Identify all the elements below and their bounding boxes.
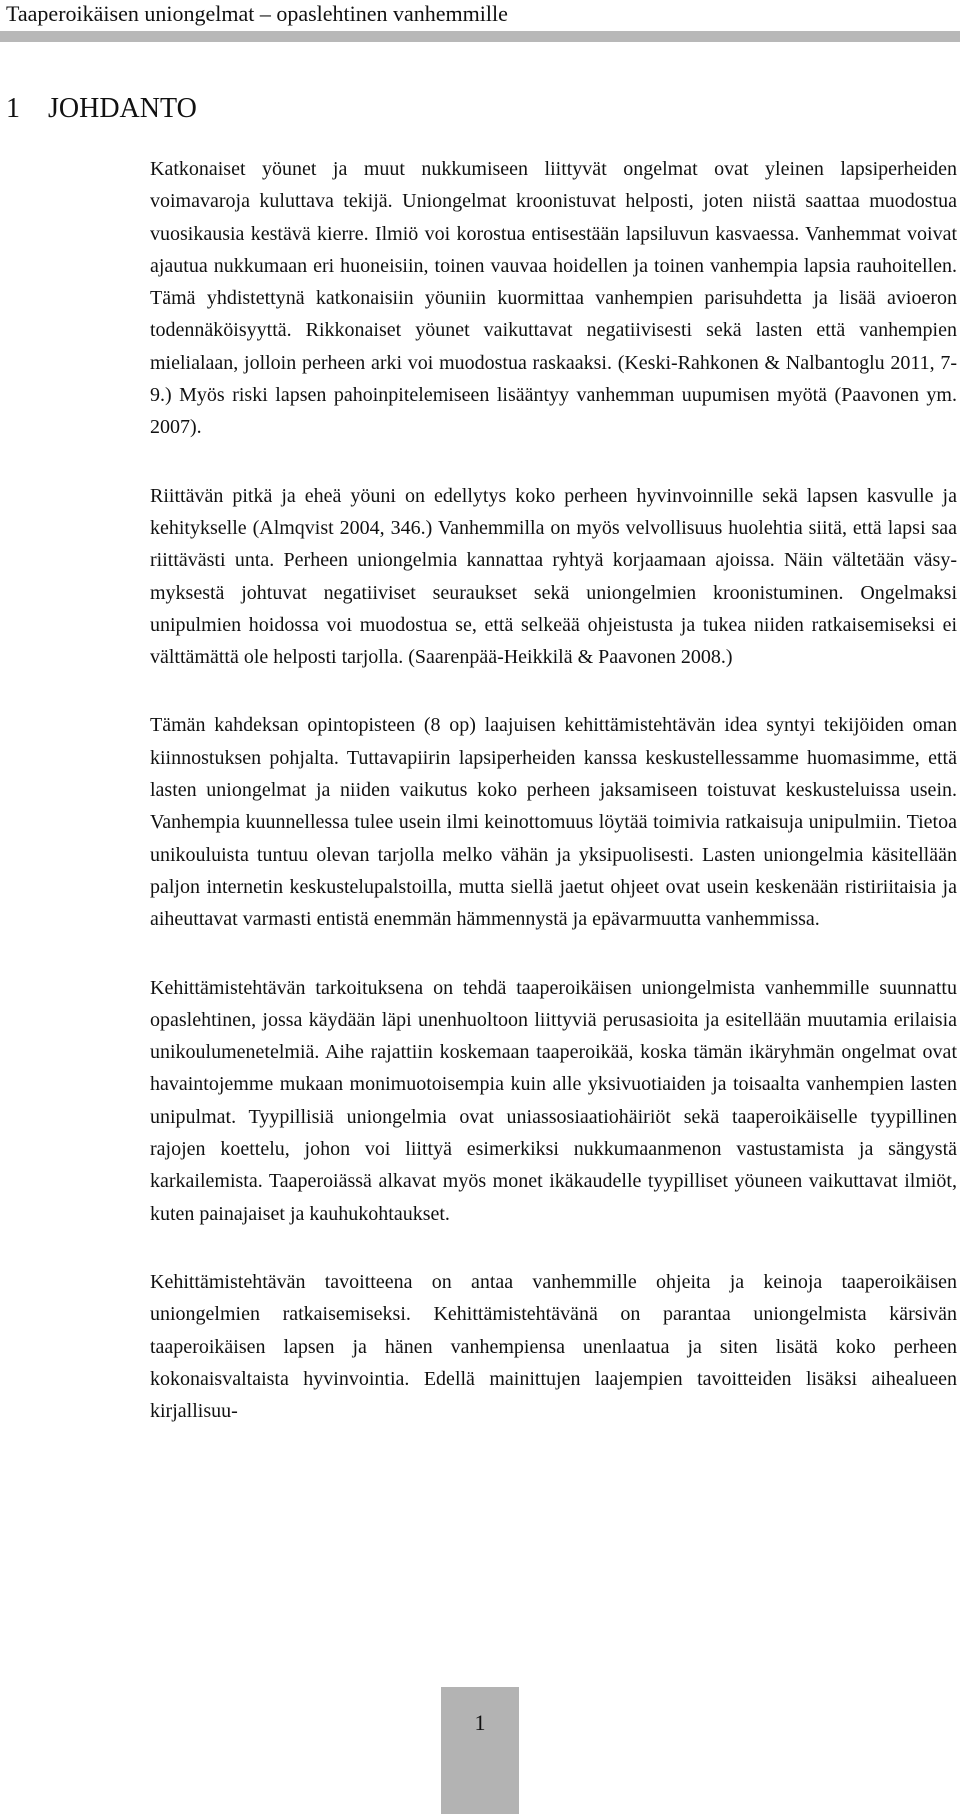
chapter-title: JOHDANTO — [48, 93, 197, 124]
paragraph: Tämän kahdeksan opintopisteen (8 op) laajuisen kehittämistehtävän idea syntyi tekijöiden oman kiinnostuksen pohjalta. Tuttavapiirin lapsiperheiden kanssa keskustellessamme huomasimme, että lasten uniongelmat ja niiden vaikutus koko perheen jaksamiseen toistuvat keskusteluissa usein. Vanhempia kuunnellessa tulee usein ilmi keinottomuus löytää toimivia ratkaisuja unipulmiin. Tietoa unikouluista tuntuu olevan tarjolla melko vähän ja yksipuolisesti. Lasten uniongelmia käsitellään paljon internetin keskustelupalstoilla, mutta siellä jaetut ohjeet ovat usein keskenään ristiriitaisia ja aiheuttavat varmasti entistä enemmän hämmennystä ja epävarmuutta vanhemmissa. — [150, 714, 957, 931]
chapter-heading — [6, 92, 197, 126]
paragraph: Riittävän pitkä ja eheä yöuni on edellytys koko perheen hyvinvoinnille sekä lapsen kasvulle ja kehitykselle (Almqvist 2004, 346.) Vanhemmilla on myös velvollisuus huolehtia siitä, että lapsi saa riittävästi unta. Perheen uniongelmia kannattaa ryhtyä korjaamaan ajoissa. Näin vältetään väsymyksestä johtuvat negatiiviset seuraukset sekä uniongelmien kroonistuminen. Ongelmaksi unipulmien hoidossa voi muodostua se, että selkeää ohjeistusta ja tukea niiden ratkaisemiseksi ei välttämättä ole helposti tarjolla. (Saarenpää-Heikkilä & Paavonen 2008.) — [150, 484, 957, 669]
paragraph: Kehittämistehtävän tarkoituksena on tehdä taaperoikäisen uniongelmista vanhemmille suunnattu opaslehtinen, jossa käydään läpi unenhuoltoon liittyviä perusasioita ja esitellään muutamia erilaisia unikoulumenetelmiä. Aihe rajattiin koskemaan taaperoikää, koska tämän ikäryhmän ongelmat ovat havaintojemme mukaan monimuotoisempia kuin alle yksivuotiaiden ja toisaalta vanhempien lasten unipulmat. Tyypillisiä uniongelmia ovat uniassosiaatiohäiriöt sekä taaperoikäiselle tyypillinen rajojen koettelu, johon voi liittyä esimerkiksi nukkumaanmenon vastustamista ja sängystä karkailemista. Taaperoiässä alkavat myös monet ikäkaudelle tyypilliset yöuneen vaikuttavat ilmiöt, kuten painajaiset ja kauhukohtaukset. — [150, 976, 957, 1225]
page-number-box — [441, 1687, 519, 1814]
paragraph: Katkonaiset yöunet ja muut nukkumiseen liittyvät ongelmat ovat yleinen lapsiperheiden voimavaroja kuluttava tekijä. Uniongelmat kroonistuvat helposti, joten niistä saattaa muodostua vuosikausia kestävä kierre. Ilmiö voi korostua entisestään lapsiluvun kasvaessa. Vanhemmat voivat ajautua nukkumaan eri huoneisiin, toinen vauvaa hoidellen ja toinen vanhempia lapsia rauhoitellen. Tämä yhdistettynä katkonaisiin yöuniin kuormittaa vanhempien parisuhdetta ja lisää avioeron todennäköisyyttä. Rikkonaiset yöunet vaikuttavat negatiivisesti sekä lasten että vanhempien mielialaan, jolloin perheen arki voi muodostua raskaaksi. (Keski-Rahkonen & Nalbantoglu 2011, 7-9.) Myös riski lapsen pahoinpitelemiseen lisääntyy vanhemman uupumisen myötä (Paavonen ym. 2007). — [150, 158, 957, 439]
running-header-title: Taaperoikäisen uniongelmat – opaslehtinen vanhemmille — [6, 1, 508, 26]
body-text — [150, 153, 957, 1463]
chapter-number: 1 — [6, 93, 20, 124]
paragraph: Kehittämistehtävän tavoitteena on antaa vanhemmille ohjeita ja keinoja taaperoikäisen uniongelmien ratkaisemiseksi. Kehittämistehtävänä on parantaa uniongelmista kärsivän taaperoikäisen lapsen ja hänen vanhempiensa unenlaatua ja siten lisätä koko perheen kokonaisvaltaista hyvinvointia. Edellä mainittujen laajempien tavoitteiden lisäksi aihealueen kirjallisuu- — [150, 1270, 957, 1423]
running-header — [0, 0, 960, 42]
page-number: 1 — [474, 1710, 486, 1735]
